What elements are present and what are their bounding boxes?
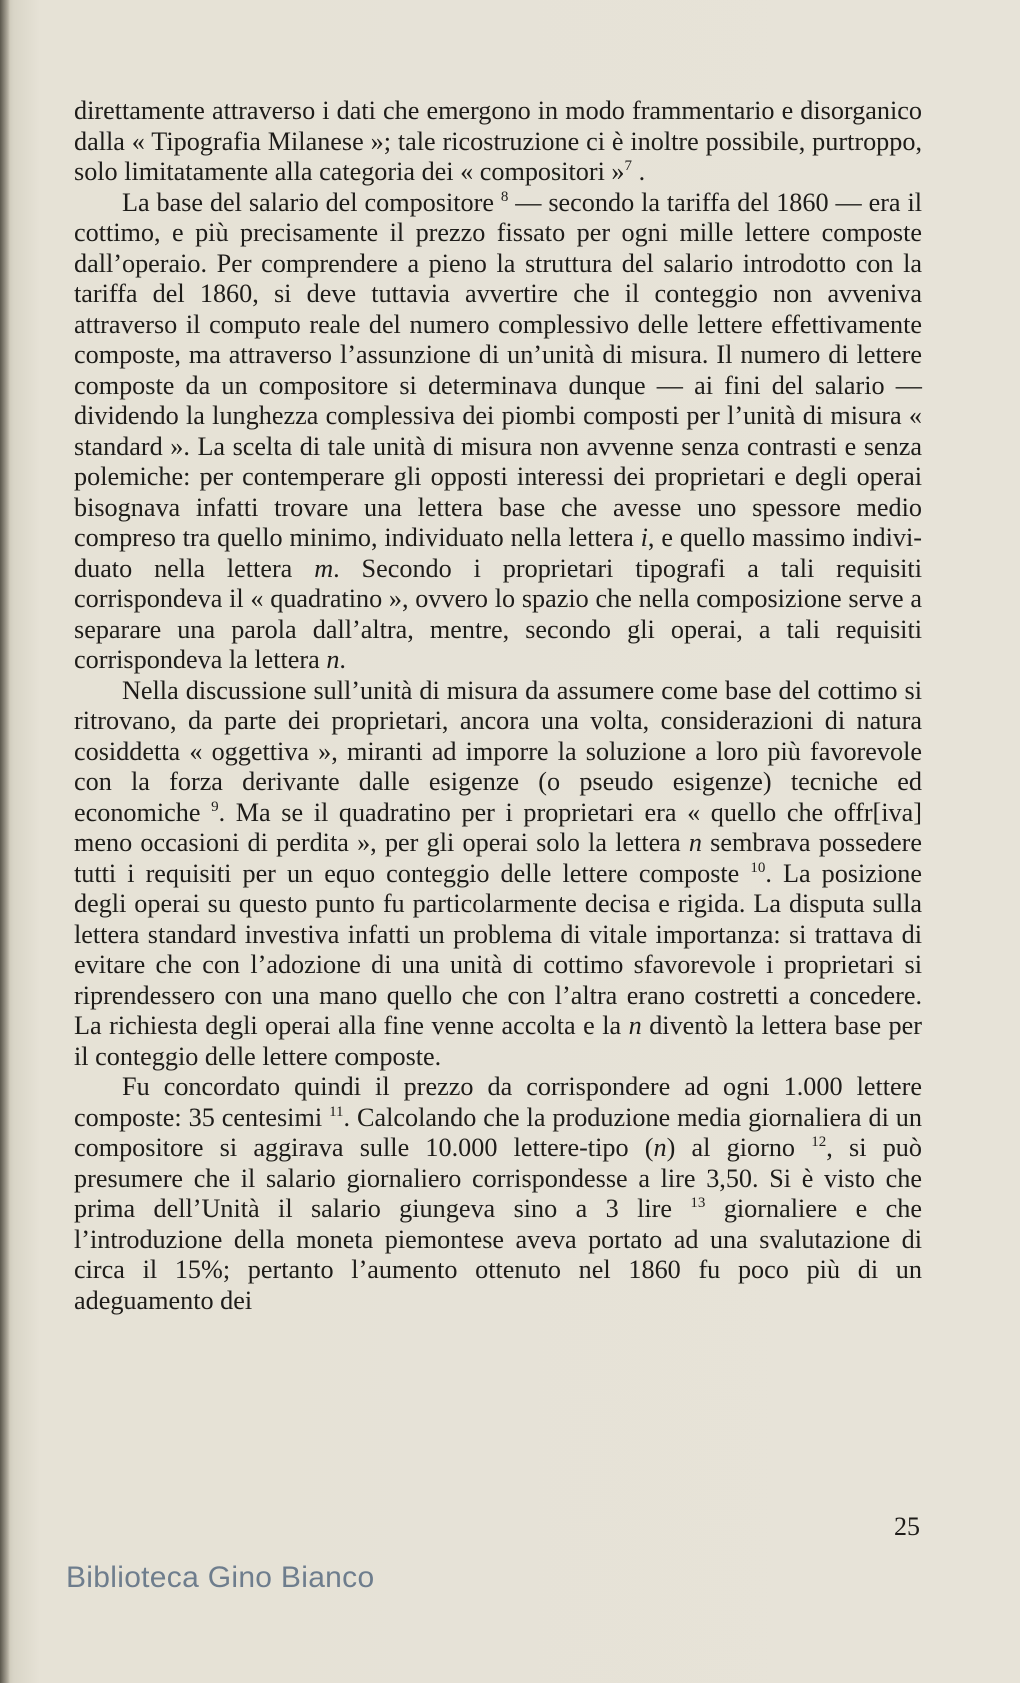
text-run: Nella discussione sull’unità di misura da assumere come base del cottimo si ritrovano, da parte dei proprietari, ancora una volta, considerazioni di natura cosiddetta « oggettiva », miranti ad imporre la soluzione a loro più favorevole con la forza derivante dalle esigenze (o pseudo esigenze) tecniche ed economiche (74, 675, 922, 827)
footnote-reference: 11 (329, 1103, 344, 1120)
body-text (74, 96, 922, 1316)
text-run: , si può presumere che il salario giornaliero corrispondesse a lire 3,50. Si è visto che prima dell’Unità il salario giungeva sino a 3 lire (74, 1133, 922, 1223)
text-run: . Ma se il quadratino per i proprietari era « quello che offr[iva] meno occasioni di perdita », per gli operai solo la lettera (74, 797, 922, 857)
paragraph-p2 (74, 188, 922, 676)
text-run: sembrava possedere tutti i requisiti per un equo conteggio delle lettere composte (74, 828, 922, 888)
footnote-reference: 13 (690, 1195, 706, 1211)
text-run: . La posizione degli operai su questo punto fu particolarmente decisa e rigida. La disputa sulla lettera standard investiva infatti un problema di vitale importanza: si trattava di evitare che con l’adozione di una unità di cottimo sfavorevole i proprietari si riprendessero con una mano quello che con l’altra erano costretti a concedere. La richiesta degli operai alla fine venne accolta e la (74, 858, 922, 1040)
italic-letter: n (628, 1011, 642, 1040)
footnote-reference: 7 (624, 158, 633, 174)
footnote-reference: 10 (750, 859, 766, 876)
italic-letter: i (640, 523, 648, 552)
text-run: . Calcolando che la produzione media giornaliera di un compositore si aggirava sulle 10.000 lettere-tipo ( (74, 1102, 922, 1162)
italic-letter: m (314, 553, 334, 583)
paragraph-p4 (74, 1072, 922, 1316)
page-number: 25 (894, 1512, 920, 1541)
text-run: ) al giorno (666, 1133, 812, 1162)
text-run: , e quello massimo individuato nella lettera (74, 523, 922, 583)
paragraph-p3 (74, 676, 922, 1073)
text-run: — secondo la tariffa del 1860 — era il cottimo, e più precisamente il prezzo fissato per ogni mille lettere composte dall’operaio. Per comprendere a pieno la struttura del salario introdotto con la tariffa del 1860, si deve tuttavia avvertire che il conteggio non avveniva attraverso il computo reale del numero complessivo delle lettere effettivamente composte, ma attraverso l’assunzione di un’unità di misura. Il numero di lettere composte da un compositore si determinava dunque — ai fini del salario — dividendo la lunghezza complessiva dei piombi composti per l’unità di misura « standard ». La scelta di tale unità di misura non avvenne senza contrasti e senza polemiche: per contemperare gli opposti interessi dei proprietari e degli operai bisognava infatti trovare una lettera base che avesse uno spessore medio compreso tra quello minimo, individuato nella lettera (74, 187, 922, 552)
text-run: La base del salario del compositore (122, 187, 501, 217)
text-run: diventò la lettera base per il conteggio delle lettere composte. (74, 1011, 922, 1071)
text-run: . Secondo i proprietari tipografi a tali requisiti corrispondeva il « quadratino », ovvero lo spazio che nella composizione serve a separare una parola dall’altra, mentre, secondo gli operai, a tali requisiti corrispondeva la lettera (74, 553, 922, 674)
text-run: . (632, 157, 646, 186)
italic-letter: n (653, 1133, 667, 1162)
footnote-reference: 12 (811, 1134, 827, 1150)
text-run: . (339, 645, 346, 674)
text-run: Fu concordato quindi il prezzo da corrispondere ad ogni 1.000 lettere composte: 35 centesimi (74, 1072, 922, 1132)
footnote-reference: 8 (500, 188, 509, 205)
italic-letter: n (326, 645, 340, 674)
footnote-reference: 9 (211, 798, 219, 815)
paragraph-p1 (74, 96, 922, 188)
italic-letter: n (688, 828, 702, 857)
spine-shadow (0, 0, 10, 1683)
library-watermark: Biblioteca Gino Bianco (66, 1561, 375, 1594)
text-run: direttamente attraverso i dati che emergono in modo frammentario e disorganico dalla « Tipografia Milanese »; tale ricostruzione ci è inoltre possibile, purtroppo, solo limitatamente alla categoria dei « compositori » (74, 96, 922, 186)
text-run: giornaliere e che l’introduzione della moneta piemontese aveva portato ad una svalutazione di circa il 15%; pertanto l’aumento ottenuto nel 1860 fu poco più di un adeguamento dei (74, 1194, 922, 1315)
